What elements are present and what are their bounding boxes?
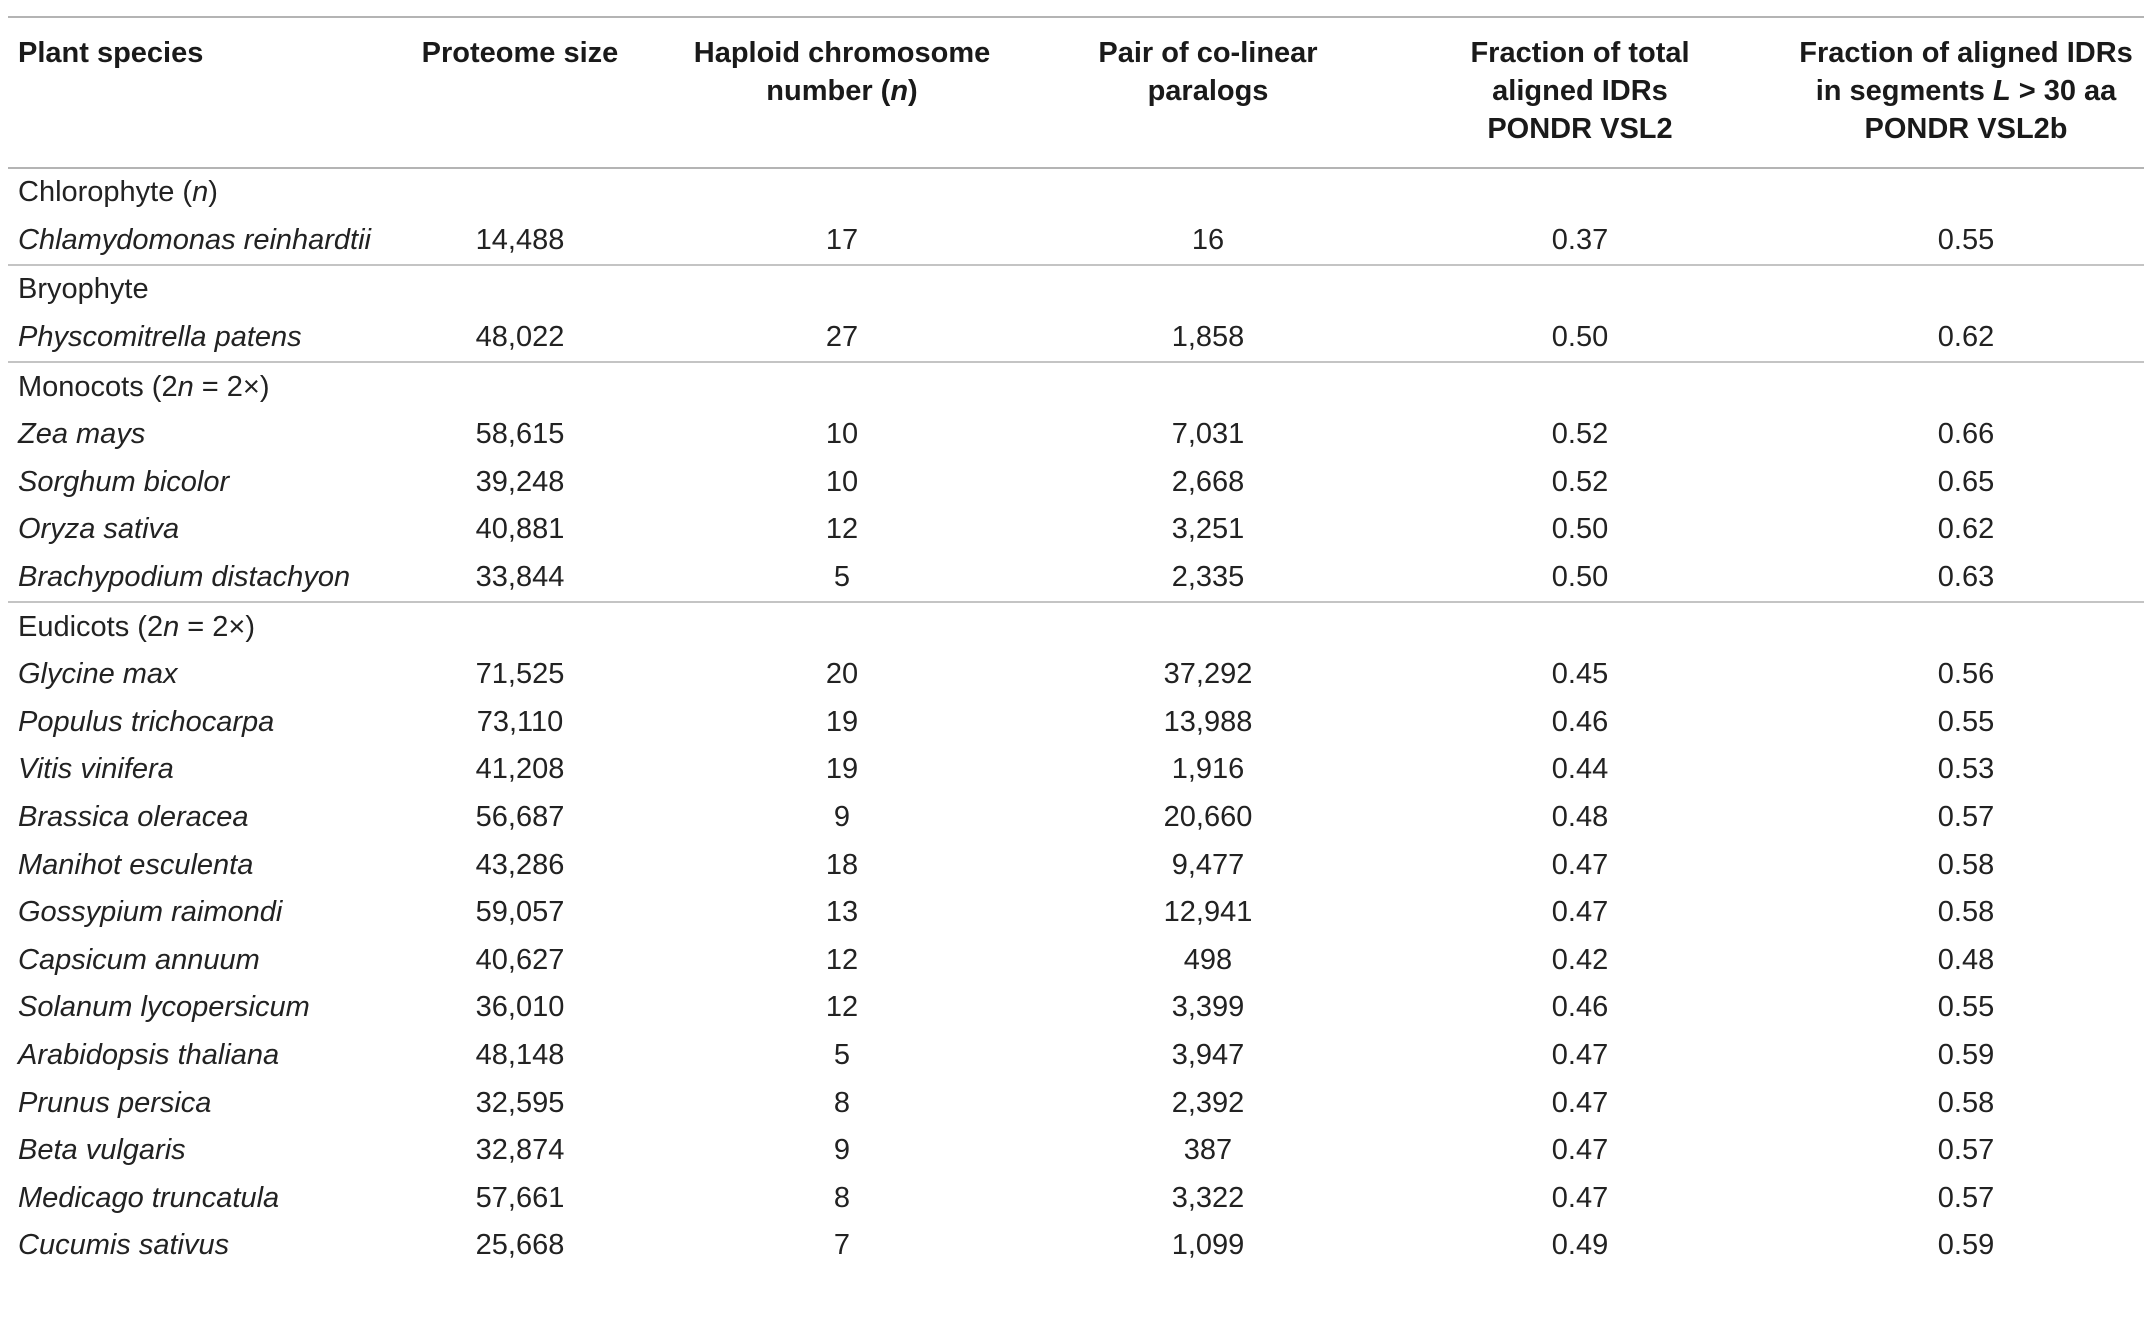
table-row: [8, 1222, 2144, 1270]
cell-species: Capsicum annuum: [18, 943, 260, 976]
table-body: [8, 168, 2144, 1270]
cell-colinear-paralogs: 3,322: [1171, 1181, 1245, 1214]
group-row: [8, 265, 2144, 314]
cell-haploid-number: 17: [825, 223, 859, 256]
cell-proteome-size: 43,286: [475, 848, 565, 881]
cell-colinear-paralogs: 387: [1183, 1134, 1233, 1167]
cell-proteome-size: 36,010: [475, 991, 565, 1024]
cell-colinear-paralogs: 1,858: [1171, 321, 1245, 354]
cell-fraction-total-idrs: 0.45: [1551, 658, 1609, 691]
cell-fraction-total-idrs: 0.50: [1551, 513, 1609, 546]
cell-fraction-total-idrs: 0.48: [1551, 801, 1609, 834]
cell-haploid-number: 12: [825, 991, 859, 1024]
cell-fraction-aligned-idrs: 0.66: [1937, 418, 1995, 451]
cell-fraction-aligned-idrs: 0.62: [1937, 513, 1995, 546]
table-row: [8, 1127, 2144, 1175]
table-container: [0, 16, 2156, 1270]
cell-species: Zea mays: [18, 418, 146, 451]
cell-colinear-paralogs: 3,251: [1171, 513, 1245, 546]
table-row: [8, 984, 2144, 1032]
group-label: Chlorophyte (n): [18, 176, 218, 209]
cell-species: Beta vulgaris: [18, 1134, 186, 1167]
cell-haploid-number: 20: [825, 658, 859, 691]
cell-species: Gossypium raimondi: [18, 896, 283, 929]
cell-proteome-size: 48,022: [475, 321, 565, 354]
cell-haploid-number: 19: [825, 753, 859, 786]
plant-idr-table: [8, 16, 2144, 1270]
cell-fraction-total-idrs: 0.47: [1551, 848, 1609, 881]
table-row: [8, 314, 2144, 363]
table-row: [8, 411, 2144, 459]
cell-haploid-number: 5: [833, 1038, 851, 1071]
cell-colinear-paralogs: 12,941: [1163, 896, 1253, 929]
header-haploid-chromosome-number: Haploid chromosome number (n): [693, 37, 991, 107]
cell-proteome-size: 73,110: [476, 705, 564, 738]
cell-fraction-aligned-idrs: 0.55: [1937, 223, 1995, 256]
cell-fraction-total-idrs: 0.47: [1551, 1038, 1609, 1071]
group-row: [8, 602, 2144, 651]
table-row: [8, 506, 2144, 554]
cell-fraction-aligned-idrs: 0.57: [1937, 801, 1995, 834]
cell-fraction-total-idrs: 0.50: [1551, 321, 1609, 354]
cell-fraction-aligned-idrs: 0.58: [1937, 848, 1995, 881]
cell-species: Brassica oleracea: [18, 801, 249, 834]
cell-fraction-aligned-idrs: 0.57: [1937, 1181, 1995, 1214]
cell-fraction-total-idrs: 0.44: [1551, 753, 1609, 786]
cell-fraction-total-idrs: 0.52: [1551, 418, 1609, 451]
cell-fraction-total-idrs: 0.47: [1551, 896, 1609, 929]
cell-species: Glycine max: [18, 658, 178, 691]
cell-proteome-size: 25,668: [475, 1229, 565, 1262]
cell-species: Vitis vinifera: [18, 753, 174, 786]
cell-fraction-total-idrs: 0.50: [1551, 561, 1609, 594]
cell-haploid-number: 9: [833, 801, 851, 834]
cell-fraction-aligned-idrs: 0.59: [1937, 1229, 1995, 1262]
cell-proteome-size: 14,488: [475, 223, 565, 256]
cell-species: Manihot esculenta: [18, 848, 254, 881]
cell-fraction-total-idrs: 0.52: [1551, 465, 1609, 498]
cell-species: Solanum lycopersicum: [18, 991, 310, 1024]
cell-species: Prunus persica: [18, 1086, 212, 1119]
table-row: [8, 217, 2144, 266]
cell-fraction-total-idrs: 0.46: [1551, 991, 1609, 1024]
cell-fraction-aligned-idrs: 0.57: [1937, 1134, 1995, 1167]
cell-haploid-number: 7: [833, 1229, 851, 1262]
cell-fraction-aligned-idrs: 0.56: [1937, 658, 1995, 691]
cell-colinear-paralogs: 37,292: [1163, 658, 1253, 691]
cell-fraction-aligned-idrs: 0.55: [1937, 705, 1995, 738]
header-row: [8, 17, 2144, 168]
group-row: [8, 362, 2144, 411]
group-label: Monocots (2n = 2×): [18, 370, 270, 403]
cell-species: Brachypodium distachyon: [18, 561, 351, 594]
cell-haploid-number: 12: [825, 513, 859, 546]
cell-colinear-paralogs: 2,335: [1171, 561, 1245, 594]
cell-proteome-size: 57,661: [475, 1181, 565, 1214]
cell-fraction-aligned-idrs: 0.48: [1937, 943, 1995, 976]
cell-species: Medicago truncatula: [18, 1181, 280, 1214]
group-row: [8, 168, 2144, 217]
group-label: Eudicots (2n = 2×): [18, 610, 255, 643]
cell-proteome-size: 32,874: [475, 1134, 565, 1167]
cell-colinear-paralogs: 20,660: [1163, 801, 1253, 834]
cell-haploid-number: 12: [825, 943, 859, 976]
cell-haploid-number: 8: [833, 1086, 851, 1119]
cell-colinear-paralogs: 3,947: [1171, 1038, 1245, 1071]
cell-haploid-number: 18: [825, 848, 859, 881]
cell-fraction-total-idrs: 0.42: [1551, 943, 1609, 976]
cell-fraction-total-idrs: 0.49: [1551, 1229, 1609, 1262]
cell-proteome-size: 39,248: [475, 465, 565, 498]
table-row: [8, 699, 2144, 747]
cell-proteome-size: 71,525: [475, 658, 565, 691]
cell-proteome-size: 56,687: [475, 801, 565, 834]
header-segments-line-2: in segments L > 30 aa: [1815, 75, 2117, 107]
cell-colinear-paralogs: 3,399: [1171, 991, 1245, 1024]
cell-fraction-total-idrs: 0.37: [1551, 223, 1609, 256]
cell-haploid-number: 8: [833, 1181, 851, 1214]
cell-fraction-aligned-idrs: 0.55: [1937, 991, 1995, 1024]
cell-proteome-size: 40,881: [475, 513, 565, 546]
cell-fraction-aligned-idrs: 0.62: [1937, 321, 1995, 354]
cell-colinear-paralogs: 2,668: [1171, 465, 1245, 498]
cell-colinear-paralogs: 16: [1191, 223, 1225, 256]
header-fraction-aligned-idrs-segments: Fraction of aligned IDRs in segments L > 30 aa PONDR VSL2b: [1799, 37, 2133, 145]
header-co-linear-paralogs: Pair of co-linear paralogs: [1098, 37, 1318, 107]
cell-fraction-aligned-idrs: 0.59: [1937, 1038, 1995, 1071]
cell-colinear-paralogs: 9,477: [1171, 848, 1245, 881]
header-haploid-line-2: number (n): [766, 75, 918, 107]
table-row: [8, 889, 2144, 937]
cell-fraction-total-idrs: 0.47: [1551, 1134, 1609, 1167]
cell-colinear-paralogs: 1,916: [1171, 753, 1245, 786]
cell-species: Oryza sativa: [18, 513, 180, 546]
cell-fraction-aligned-idrs: 0.63: [1937, 561, 1995, 594]
cell-fraction-aligned-idrs: 0.53: [1937, 753, 1995, 786]
cell-haploid-number: 19: [825, 705, 859, 738]
cell-proteome-size: 58,615: [475, 418, 565, 451]
table-row: [8, 794, 2144, 842]
table-row: [8, 651, 2144, 699]
cell-proteome-size: 40,627: [475, 943, 565, 976]
table-row: [8, 554, 2144, 603]
table-header: [8, 17, 2144, 168]
cell-proteome-size: 59,057: [475, 896, 565, 929]
header-fraction-total-idrs: Fraction of total aligned IDRs PONDR VSL2: [1470, 37, 1690, 145]
cell-proteome-size: 33,844: [475, 561, 565, 594]
table-row: [8, 1079, 2144, 1127]
table-row: [8, 459, 2144, 507]
cell-haploid-number: 10: [825, 465, 859, 498]
header-plant-species: Plant species: [18, 37, 204, 69]
cell-fraction-total-idrs: 0.47: [1551, 1086, 1609, 1119]
cell-colinear-paralogs: 13,988: [1163, 705, 1253, 738]
cell-fraction-total-idrs: 0.46: [1551, 705, 1609, 738]
cell-haploid-number: 10: [825, 418, 859, 451]
cell-fraction-aligned-idrs: 0.58: [1937, 1086, 1995, 1119]
table-row: [8, 937, 2144, 985]
cell-proteome-size: 32,595: [475, 1086, 565, 1119]
cell-haploid-number: 13: [825, 896, 859, 929]
cell-haploid-number: 9: [833, 1134, 851, 1167]
cell-fraction-total-idrs: 0.47: [1551, 1181, 1609, 1214]
cell-haploid-number: 27: [825, 321, 859, 354]
header-proteome-size: Proteome size: [421, 37, 619, 69]
cell-fraction-aligned-idrs: 0.58: [1937, 896, 1995, 929]
cell-proteome-size: 48,148: [475, 1038, 565, 1071]
table-row: [8, 1174, 2144, 1222]
cell-colinear-paralogs: 7,031: [1171, 418, 1245, 451]
cell-colinear-paralogs: 2,392: [1171, 1086, 1245, 1119]
group-label: Bryophyte: [18, 273, 149, 306]
cell-colinear-paralogs: 1,099: [1171, 1229, 1245, 1262]
cell-fraction-aligned-idrs: 0.65: [1937, 465, 1995, 498]
cell-species: Cucumis sativus: [18, 1229, 230, 1262]
table-row: [8, 746, 2144, 794]
table-row: [8, 1032, 2144, 1080]
cell-species: Arabidopsis thaliana: [18, 1038, 280, 1071]
cell-haploid-number: 5: [833, 561, 851, 594]
cell-species: Physcomitrella patens: [18, 321, 302, 354]
cell-species: Sorghum bicolor: [18, 465, 230, 498]
cell-species: Populus trichocarpa: [18, 705, 275, 738]
cell-proteome-size: 41,208: [475, 753, 565, 786]
cell-species: Chlamydomonas reinhardtii: [18, 223, 371, 256]
cell-colinear-paralogs: 498: [1183, 943, 1233, 976]
table-row: [8, 841, 2144, 889]
